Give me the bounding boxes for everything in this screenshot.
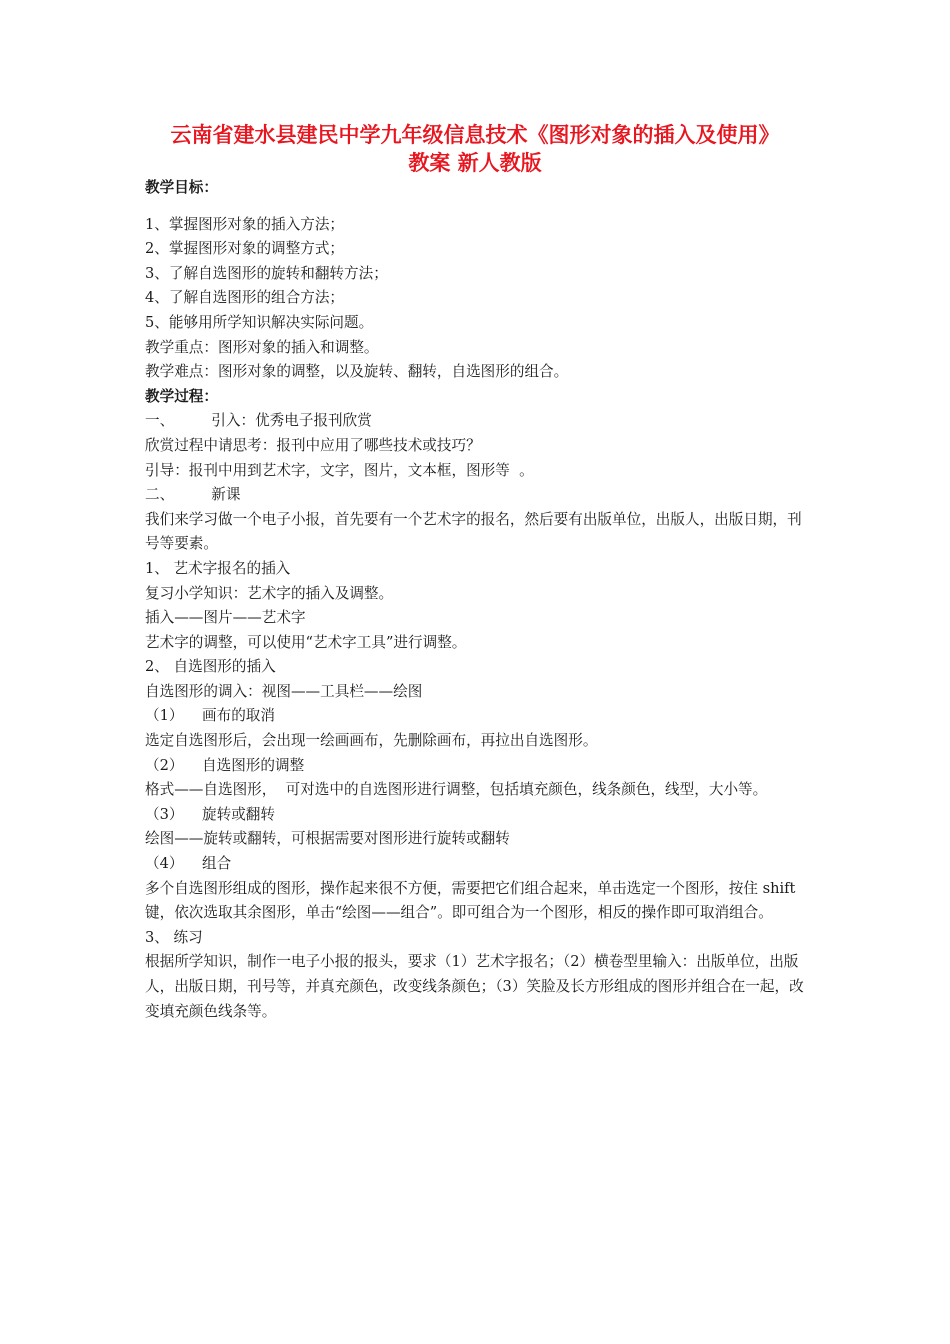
objective-item: 1、掌握图形对象的插入方法； [145,215,345,233]
objectives-heading: 教学目标： [145,179,218,196]
objective-item: 3、了解自选图形的旋转和翻转方法； [145,264,388,282]
title-line-1: 云南省建水县建民中学九年级信息技术《图形对象的插入及使用》 [170,123,780,147]
process-line: （1） 画布的取消 [145,707,275,725]
objective-item: 2、掌握图形对象的调整方式； [145,240,345,258]
process-line: 2、 自选图形的插入 [145,658,276,676]
process-line: 复习小学知识：艺术字的插入及调整。 [145,584,394,602]
process-line: 根据所学知识，制作一电子小报的报头，要求（1）艺术字报名；（2）横卷型里输入：出版单位，出版人，出版日期，刊号等，并真充颜色，改变线条颜色；（3）笑脸及长方形组成的图形并组合在一起，改变填充颜色线条等。 [145,953,804,1020]
process-line: 二、 新课 [145,486,241,504]
process-line: 格式——自选图形， 可对选中的自选图形进行调整，包括填充颜色，线条颜色，线型，大小等。 [145,781,768,799]
process-line: 引导：报刊中用到艺术字，文字，图片，文本框，图形等 。 [145,461,534,479]
title-line-2: 教案 新人教版 [408,151,542,175]
process-line: 艺术字的调整，可以使用“艺术字工具”进行调整。 [145,633,467,651]
process-line: （3） 旋转或翻转 [145,805,275,823]
difficulty: 教学难点：图形对象的调整，以及旋转、翻转，自选图形的组合。 [145,363,569,381]
process-line: 3、 练习 [145,928,203,946]
process-line: （4） 组合 [145,855,232,873]
process-line: （2） 自选图形的调整 [145,756,305,774]
process-line: 我们来学习做一个电子小报，首先要有一个艺术字的报名，然后要有出版单位，出版人，出版日期，刊号等要素。 [145,510,802,553]
process-line: 绘图——旋转或翻转，可根据需要对图形进行旋转或翻转 [145,830,510,848]
process-heading: 教学过程： [145,387,218,405]
process-line: 欣赏过程中请思考：报刊中应用了哪些技术或技巧？ [145,436,481,454]
process-line: 1、 艺术字报名的插入 [145,559,291,577]
key-point: 教学重点：图形对象的插入和调整。 [145,338,379,356]
process-line: 一、 引入：优秀电子报刊欣赏 [145,412,372,430]
objective-item: 4、了解自选图形的组合方法； [145,289,345,307]
process-line: 自选图形的调入：视图——工具栏——绘图 [145,682,423,700]
process-line: 插入——图片——艺术字 [145,609,306,627]
objective-item: 5、能够用所学知识解决实际问题。 [145,313,374,331]
document-title [0,121,950,177]
process-line: 多个自选图形组成的图形，操作起来很不方便，需要把它们组合起来，单击选定一个图形，按住 shift 键，依次选取其余图形，单击“绘图——组合”。即可组合为一个图形，相反的操作即可取消组合。 [145,879,801,922]
document-body [145,176,815,1024]
process-line: 选定自选图形后，会出现一绘画画布，先删除画布，再拉出自选图形。 [145,732,598,750]
